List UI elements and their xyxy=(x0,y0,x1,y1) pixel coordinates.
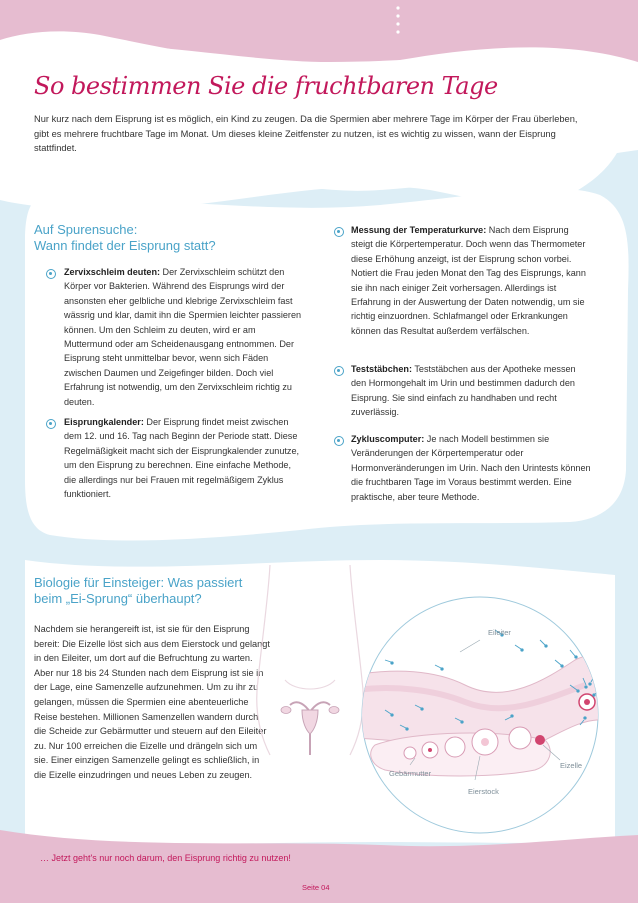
bullet-icon xyxy=(46,269,56,279)
biologie-heading-line2: beim „Ei-Sprung“ überhaupt? xyxy=(34,591,202,606)
method-label: Teststäbchen: xyxy=(351,364,412,374)
method-text: Teststäbchen aus der Apotheke messen den Hormongehalt im Urin und bestimmen dadurch den Eisprung. Sie sind einfach zu handhaben und recht zuverlässig. xyxy=(351,364,576,418)
label-gebaermutter: Gebärmutter xyxy=(389,769,432,778)
biologie-text: Nachdem sie herangereift ist, ist sie für den Eisprung bereit: Die Eizelle löst sich aus dem Eierstock und gelangt in den Eileiter, um dort auf die Befruchtung zu warten. Aber nur 18 bis 24 Stunden nach dem Eisprung ist sie in der Lage, eine Samenzelle aufzunehmen. Um zu ihr zu gelangen, müssen die Spermien eine abenteuerliche Reise bestehen. Millionen Samenzellen wandern durch die Scheide zur Gebärmutter und steuern auf den Eileiter zu. Nur 100 erreichen die Eizelle und drängeln sich um sie. Einer einzigen Samenzelle gelingt es schließlich, in die Eizelle einzudringen und neues Leben zu zeugen. xyxy=(34,624,270,780)
biologie-heading-line1: Biologie für Einsteiger: Was passiert xyxy=(34,575,243,590)
bullet-icon xyxy=(334,366,344,376)
bullet-icon xyxy=(334,227,344,237)
spurensuche-heading-line2: Wann findet der Eisprung statt? xyxy=(34,238,216,253)
label-eileiter: Eileiter xyxy=(488,628,511,637)
method-label: Eisprungkalender: xyxy=(64,417,144,427)
bullet-icon xyxy=(334,436,344,446)
method-item-zykluscomputer xyxy=(351,432,591,504)
method-text: Je nach Modell bestimmen sie Veränderungen der Körpertemperatur oder Hormonveränderungen im Urin. Nach den Urintests können die fruchtbaren Tage im Voraus bestimmt werden. Eine praktische, aber teure Methode. xyxy=(351,434,591,502)
method-text: Nach dem Eisprung steigt die Körpertemperatur. Doch wenn das Thermometer diese Erhöhung anzeigt, ist der Eisprung schon vorbei. Notiert die Frau jeden Monat den Tag des Eisprungs, kann sie ihn nach einiger Zeit vorhersagen. Allerdings ist Erfahrung in der Auswertung der Daten notwendig, um sie richtig einzuordnen. Schlafmangel oder Erkrankungen können das Resultat außerdem verfälschen. xyxy=(351,225,586,336)
bullet-icon xyxy=(46,419,56,429)
method-item-eisprungkalender xyxy=(64,415,304,501)
ovulation-diagram xyxy=(355,590,605,840)
spurensuche-heading-line1: Auf Spurensuche: xyxy=(34,222,138,237)
method-item-zervixschleim xyxy=(64,265,304,409)
method-item-temperaturkurve xyxy=(351,223,591,338)
intro-text: Nur kurz nach dem Eisprung ist es möglich, ein Kind zu zeugen. Da die Spermien aber mehrere Tage im Körper der Frau überleben, gibt es mehrere fruchtbare Tage im Monat. Um dieses kleine Zeitfenster zu nutzen, ist es wichtig zu wissen, wann der Eisprung stattfindet. xyxy=(34,114,578,153)
spurensuche-heading xyxy=(34,222,216,254)
method-label: Messung der Temperaturkurve: xyxy=(351,225,487,235)
method-label: Zervixschleim deuten: xyxy=(64,267,161,277)
footer-text: … Jetzt geht's nur noch darum, den Eisprung richtig zu nutzen! xyxy=(40,853,291,863)
method-label: Zykluscomputer: xyxy=(351,434,425,444)
page-number: Seite 04 xyxy=(302,883,330,892)
method-text: Der Eisprung findet meist zwischen dem 12. und 16. Tag nach Beginn der Periode statt. Diese Regelmäßigkeit macht sich der Eisprungkalender zunutze, um den Eisprung zu berechnen. Eine einfache Methode, die allerdings nur bei Frauen mit regelmäßigem Zyklus funktioniert. xyxy=(64,417,300,500)
page-title: So bestimmen Sie die fruchtbaren Tage xyxy=(34,72,498,100)
method-text: Der Zervixschleim schützt den Körper vor Bakterien. Während des Eisprungs wird der ansonsten eher gelbliche und klebrige Zervixschleim fast wässrig und klar, damit ihn die Spermien leichter passieren können. Um den Schleim zu deuten, wird er am Muttermund oder am Scheidenausgang entnommen. Der Eisprung steht unmittelbar bevor, wenn sich Fäden zwischen Daumen und Zeigefinger bilden. Doch viel Erfahrung ist notwendig, um den Zervixschleim richtig zu deuten. xyxy=(64,267,302,407)
label-eizelle: Eizelle xyxy=(560,761,583,770)
method-item-teststaebchen xyxy=(351,362,591,420)
label-eierstock: Eierstock xyxy=(468,787,499,796)
biologie-heading xyxy=(34,575,242,607)
